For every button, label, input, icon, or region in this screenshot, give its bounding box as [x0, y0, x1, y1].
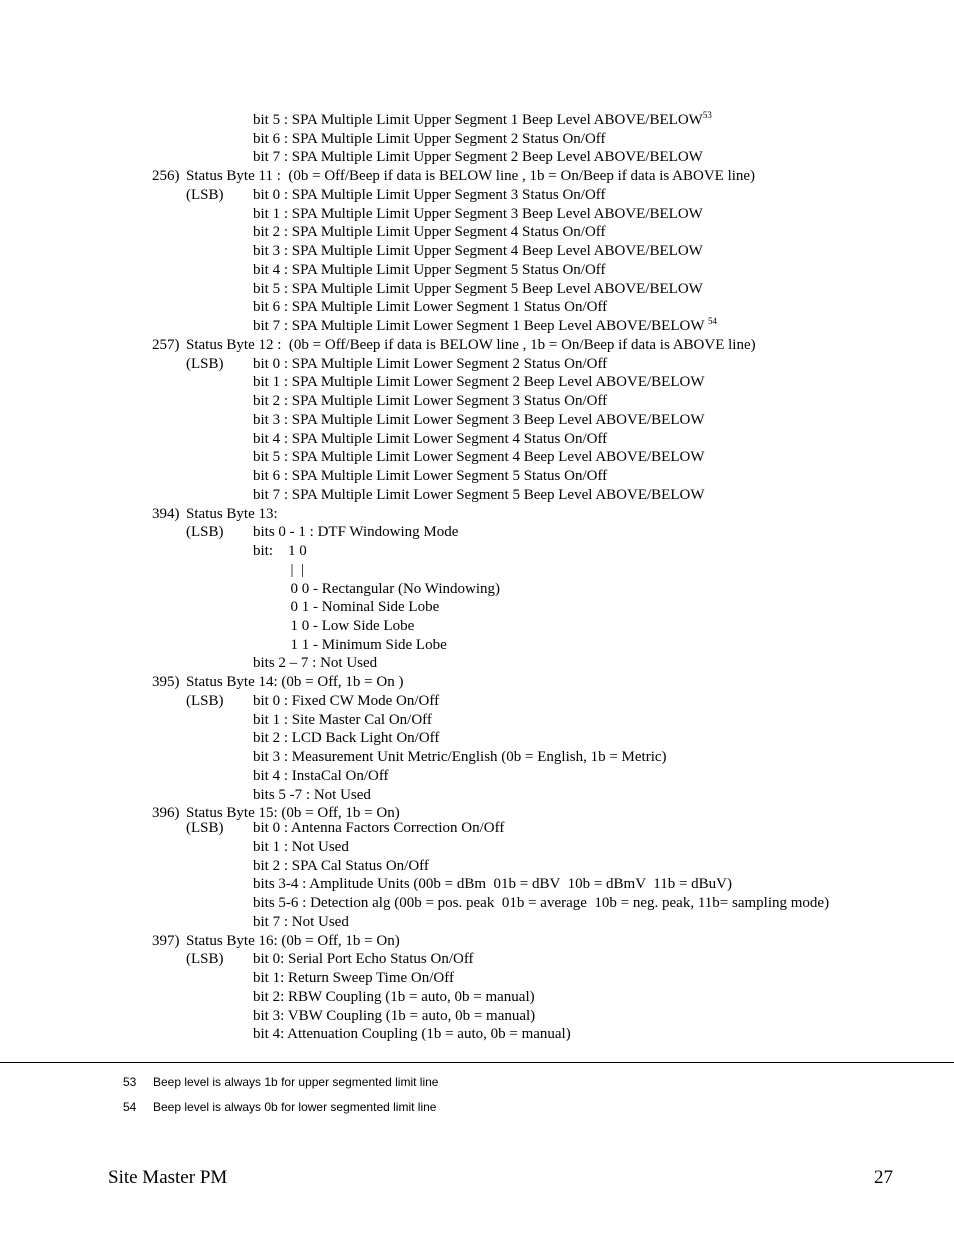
line-text: bits 5 -7 : Not Used: [253, 787, 371, 803]
page-number: 27: [874, 1167, 893, 1188]
line-text: Status Byte 12 : (0b = Off/Beep if data is BELOW line , 1b = On/Beep if data is ABOVE line): [186, 337, 756, 353]
line-text: bit 7 : Not Used: [253, 914, 349, 930]
line-text: bit 6 : SPA Multiple Limit Lower Segment 1 Status On/Off: [253, 299, 608, 315]
line-text: bit 5 : SPA Multiple Limit Upper Segment 1 Beep Level ABOVE/BELOW: [253, 112, 703, 128]
line-text: bit 4 : InstaCal On/Off: [253, 768, 389, 784]
footnote-54-text: Beep level is always 0b for lower segmented limit line: [153, 1100, 437, 1114]
line-text: bits 0 - 1 : DTF Windowing Mode: [253, 524, 459, 540]
lsb-label: (LSB): [186, 693, 224, 709]
status-byte-heading: [186, 932, 400, 950]
line-text: bit 0: Serial Port Echo Status On/Off: [253, 951, 474, 967]
status-byte-heading: [186, 167, 755, 185]
line-text: bit 0 : SPA Multiple Limit Upper Segment 3 Status On/Off: [253, 187, 606, 203]
bit-description: [253, 467, 607, 485]
bit-description: [253, 355, 607, 373]
lsb-label: (LSB): [186, 524, 224, 540]
footnote-53-number: 53: [123, 1075, 137, 1089]
line-text: bits 5-6 : Detection alg (00b = pos. peak 01b = average 10b = neg. peak, 11b= sampling mode): [253, 895, 830, 911]
bit-description: [253, 692, 439, 710]
item-number: 395): [152, 674, 180, 690]
line-text: bit 1 : SPA Multiple Limit Upper Segment 3 Beep Level ABOVE/BELOW: [253, 206, 703, 222]
line-text: bit 3 : Measurement Unit Metric/English (0b = English, 1b = Metric): [253, 749, 667, 765]
line-text: bit 1: Return Sweep Time On/Off: [253, 970, 454, 986]
line-text: bit 2: RBW Coupling (1b = auto, 0b = manual): [253, 989, 535, 1005]
bit-description: [253, 523, 458, 541]
bit-description: [253, 1007, 535, 1025]
bit-description: [253, 1025, 571, 1043]
line-text: bit 4: Attenuation Coupling (1b = auto, 0b = manual): [253, 1026, 571, 1042]
bit-description: [253, 392, 607, 410]
line-text: bit 0 : Fixed CW Mode On/Off: [253, 693, 440, 709]
bit-description: [253, 654, 377, 672]
line-text: 1 1 - Minimum Side Lobe: [253, 637, 447, 653]
line-text: Status Byte 15: (0b = Off, 1b = On): [186, 805, 400, 821]
item-number: 396): [152, 805, 180, 821]
line-text: bit 6 : SPA Multiple Limit Upper Segment 2 Status On/Off: [253, 131, 606, 147]
bit-description: [253, 411, 705, 429]
line-text: 1 0 - Low Side Lobe: [253, 618, 415, 634]
bit-description: [253, 950, 474, 968]
footnote-54-number: 54: [123, 1100, 137, 1114]
line-text: bit 1 : Not Used: [253, 839, 349, 855]
line-text: bit 5 : SPA Multiple Limit Lower Segment 4 Beep Level ABOVE/BELOW: [253, 449, 705, 465]
bit-description: [253, 711, 432, 729]
line-text: 0 0 - Rectangular (No Windowing): [253, 581, 500, 597]
bit-description: [253, 111, 712, 129]
bit-description: [253, 838, 349, 856]
lsb-label: (LSB): [186, 820, 224, 836]
line-text: | |: [253, 562, 305, 578]
status-byte-heading: [186, 505, 278, 523]
line-text: bit 7 : SPA Multiple Limit Lower Segment 5 Beep Level ABOVE/BELOW: [253, 487, 705, 503]
line-text: bit: 1 0: [253, 543, 307, 559]
bit-description: [253, 148, 703, 166]
line-text: Status Byte 13:: [186, 506, 278, 522]
line-text: bit 2 : LCD Back Light On/Off: [253, 730, 440, 746]
line-text: bit 2 : SPA Cal Status On/Off: [253, 858, 429, 874]
bit-description: [253, 130, 606, 148]
line-text: bit 2 : SPA Multiple Limit Upper Segment 4 Status On/Off: [253, 224, 606, 240]
item-number: 256): [152, 168, 180, 184]
bit-description: [253, 561, 304, 579]
line-text: bit 3 : SPA Multiple Limit Lower Segment 3 Beep Level ABOVE/BELOW: [253, 412, 705, 428]
item-number: 257): [152, 337, 180, 353]
item-number: 397): [152, 933, 180, 949]
bit-description: [253, 373, 705, 391]
line-text: bit 0 : Antenna Factors Correction On/Off: [253, 820, 505, 836]
line-text: bit 0 : SPA Multiple Limit Lower Segment 2 Status On/Off: [253, 356, 608, 372]
lsb-label: (LSB): [186, 187, 224, 203]
bit-description: [253, 205, 703, 223]
bit-description: [253, 894, 829, 912]
line-text: bit 4 : SPA Multiple Limit Upper Segment 5 Status On/Off: [253, 262, 606, 278]
status-byte-heading: [186, 673, 403, 691]
bit-description: [253, 486, 705, 504]
line-text: bit 6 : SPA Multiple Limit Lower Segment 5 Status On/Off: [253, 468, 608, 484]
line-text: Status Byte 11 : (0b = Off/Beep if data is BELOW line , 1b = On/Beep if data is ABOVE line): [186, 168, 756, 184]
line-text: 0 1 - Nominal Side Lobe: [253, 599, 440, 615]
line-text: bit 3 : SPA Multiple Limit Upper Segment 4 Beep Level ABOVE/BELOW: [253, 243, 703, 259]
line-text: bit 1 : SPA Multiple Limit Lower Segment 2 Beep Level ABOVE/BELOW: [253, 374, 705, 390]
bit-description: [253, 857, 429, 875]
bit-description: [253, 580, 500, 598]
bit-description: [253, 729, 439, 747]
status-byte-heading: [186, 336, 756, 354]
lsb-label: (LSB): [186, 951, 224, 967]
line-text: bits 2 – 7 : Not Used: [253, 655, 378, 671]
item-number: 394): [152, 506, 180, 522]
bit-description: [253, 988, 535, 1006]
bit-description: [253, 767, 389, 785]
bit-description: [253, 448, 705, 466]
footnote-reference: 54: [707, 316, 717, 326]
line-text: bit 2 : SPA Multiple Limit Lower Segment 3 Status On/Off: [253, 393, 608, 409]
bit-description: [253, 636, 447, 654]
bit-description: [253, 242, 703, 260]
bit-description: [253, 317, 717, 335]
footnote-separator: [0, 1062, 954, 1063]
line-text: Status Byte 16: (0b = Off, 1b = On): [186, 933, 400, 949]
footer-title: Site Master PM: [108, 1167, 228, 1188]
bit-description: [253, 913, 349, 931]
line-text: bit 5 : SPA Multiple Limit Upper Segment 5 Beep Level ABOVE/BELOW: [253, 281, 703, 297]
bit-description: [253, 819, 504, 837]
bit-description: [253, 186, 606, 204]
line-text: bit 4 : SPA Multiple Limit Lower Segment 4 Status On/Off: [253, 431, 608, 447]
bit-description: [253, 542, 307, 560]
bit-description: [253, 969, 454, 987]
line-text: bit 1 : Site Master Cal On/Off: [253, 712, 432, 728]
footnote-53-text: Beep level is always 1b for upper segmented limit line: [153, 1075, 439, 1089]
bit-description: [253, 786, 371, 804]
bit-description: [253, 298, 607, 316]
bit-description: [253, 280, 703, 298]
bit-description: [253, 261, 606, 279]
line-text: bits 3-4 : Amplitude Units (00b = dBm 01b = dBV 10b = dBmV 11b = dBuV): [253, 876, 733, 892]
line-text: bit 7 : SPA Multiple Limit Lower Segment 1 Beep Level ABOVE/BELOW: [253, 318, 708, 334]
line-text: bit 7 : SPA Multiple Limit Upper Segment 2 Beep Level ABOVE/BELOW: [253, 149, 703, 165]
bit-description: [253, 430, 607, 448]
line-text: Status Byte 14: (0b = Off, 1b = On ): [186, 674, 404, 690]
bit-description: [253, 617, 414, 635]
bit-description: [253, 223, 606, 241]
line-text: bit 3: VBW Coupling (1b = auto, 0b = manual): [253, 1008, 536, 1024]
bit-description: [253, 598, 439, 616]
bit-description: [253, 748, 667, 766]
lsb-label: (LSB): [186, 356, 224, 372]
footnote-reference: 53: [702, 110, 712, 120]
bit-description: [253, 875, 732, 893]
